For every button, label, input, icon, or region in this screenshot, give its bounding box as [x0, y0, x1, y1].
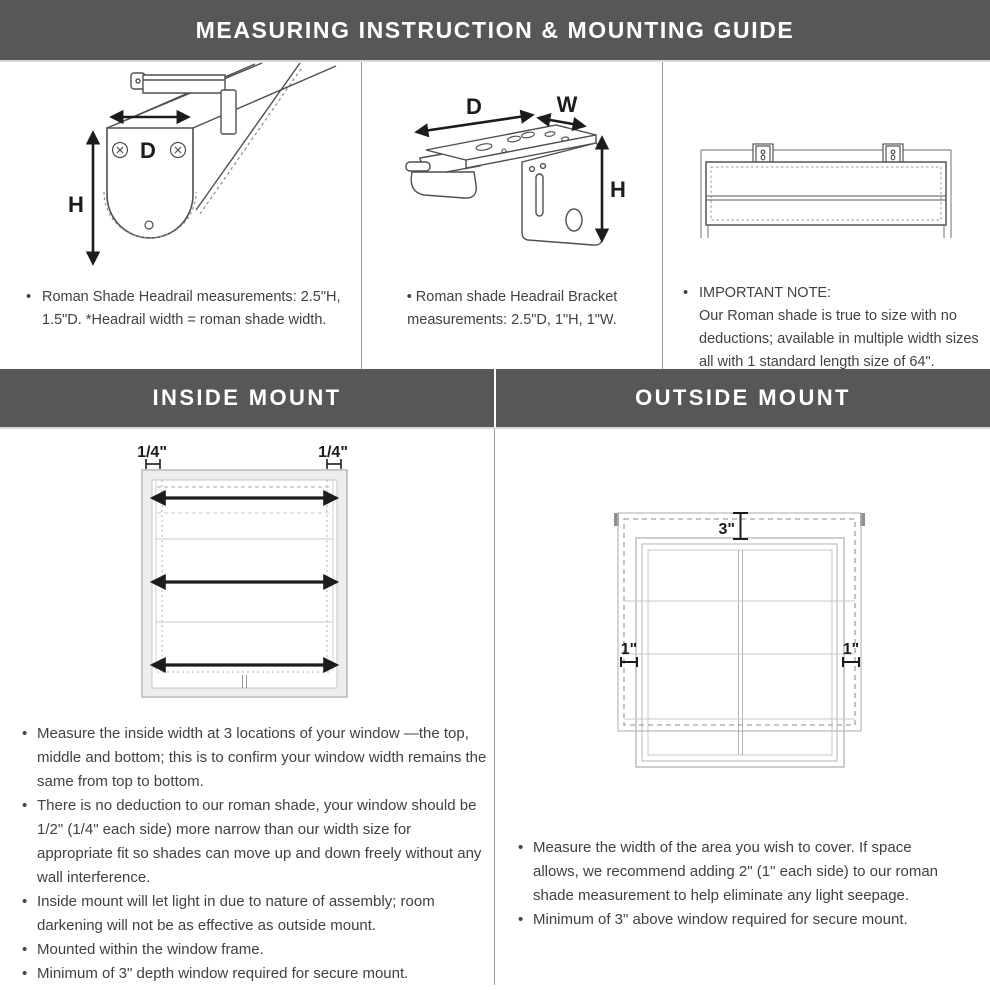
inside-mount-header — [0, 369, 494, 427]
left-gap-label: 1" — [620, 641, 638, 658]
page-title: MEASURING INSTRUCTION & MOUNTING GUIDE — [195, 16, 795, 43]
bracket-panel — [361, 62, 662, 369]
screw-icon — [171, 143, 186, 158]
window-frame — [636, 538, 844, 767]
left-gap-tick — [621, 657, 637, 667]
headrail-caption — [26, 286, 342, 332]
width-label: W — [556, 92, 578, 117]
bracket-shape — [406, 125, 602, 245]
important-note-body: Our Roman shade is true to size with no deductions; available in multiple width sizes all with 1 standard length size of 64". — [699, 308, 979, 370]
outside-mount-title: OUTSIDE MOUNT — [635, 385, 851, 410]
bracket-caption-line2: measurements: 2.5"D, 1"H, 1"W. — [407, 312, 617, 328]
headrail-front — [706, 162, 946, 225]
outside-mount-bullets — [494, 836, 990, 932]
list-item: • Inside mount will let light in due to nature of assembly; room darkening will not be as effective as outside mount. — [22, 893, 435, 934]
mount-body — [0, 429, 990, 990]
inside-mount-title: INSIDE MOUNT — [152, 385, 342, 410]
list-item: • There is no deduction to our roman shade, your window should be 1/2" (1/4" each side) more narrow than our width size for appropriate fit so shades can move up and down freely without any wall interference. — [22, 797, 482, 886]
inside-mount-bullets — [0, 722, 494, 986]
bracket-caption — [362, 286, 662, 332]
outside-mount-diagram — [494, 429, 990, 801]
outside-mount-section — [494, 429, 990, 990]
bracket-caption-line1: • Roman shade Headrail Bracket — [406, 289, 618, 305]
shade-outline — [614, 513, 865, 731]
headrail-diagram — [0, 62, 361, 282]
screw-icon — [113, 143, 128, 158]
width-arrow — [539, 118, 584, 126]
bullet-marker: • — [406, 289, 412, 305]
right-gap-label: 1/4" — [318, 444, 348, 461]
mount-bracket-icon — [753, 144, 773, 162]
window-frame-inner — [152, 480, 337, 688]
depth-label: D — [140, 138, 156, 163]
right-gap-tick — [843, 657, 859, 667]
bracket-diagram — [362, 62, 663, 282]
list-item: • Minimum of 3" above window required for secure mount. — [518, 911, 908, 928]
depth-label: D — [466, 94, 482, 119]
left-gap-label: 1/4" — [137, 444, 167, 461]
top-gap-label: 3" — [718, 521, 735, 538]
bullet-marker: • — [26, 289, 32, 305]
top-gap-measure — [733, 513, 748, 539]
mount-bracket-icon — [883, 144, 903, 162]
list-item: • Minimum of 3" depth window required for secure mount. — [22, 965, 409, 982]
height-label: H — [68, 192, 84, 217]
height-label: H — [610, 177, 626, 202]
headrail-panel — [0, 62, 361, 369]
right-gap-label: 1" — [842, 641, 860, 658]
headrail-caption-text: Roman Shade Headrail measurements: 2.5"H, 1.5"D. *Headrail width = roman shade width. — [42, 289, 341, 328]
rail-bracket-shape — [131, 73, 236, 134]
mounted-headrail-panel — [662, 62, 988, 369]
list-item: • Measure the width of the area you wish to cover. If space allows, we recommend adding 2" (1" each side) to our roman shade measurement to help eliminate any light seepage. — [518, 839, 939, 904]
mount-headers — [0, 369, 990, 429]
info-panels — [0, 62, 990, 369]
bullet-marker: • — [683, 285, 689, 301]
outside-mount-header — [494, 369, 990, 427]
list-item: • Mounted within the window frame. — [22, 941, 264, 958]
inside-mount-section — [0, 429, 494, 990]
important-note-title: IMPORTANT NOTE: — [699, 285, 832, 301]
mounted-headrail-diagram — [663, 62, 989, 282]
important-note — [683, 282, 985, 374]
list-item: • Measure the inside width at 3 locations of your window —the top, middle and bottom; this is to confirm your window width remains the same from top to bottom. — [22, 725, 487, 790]
title-bar — [0, 0, 990, 62]
inside-mount-diagram — [0, 429, 494, 709]
